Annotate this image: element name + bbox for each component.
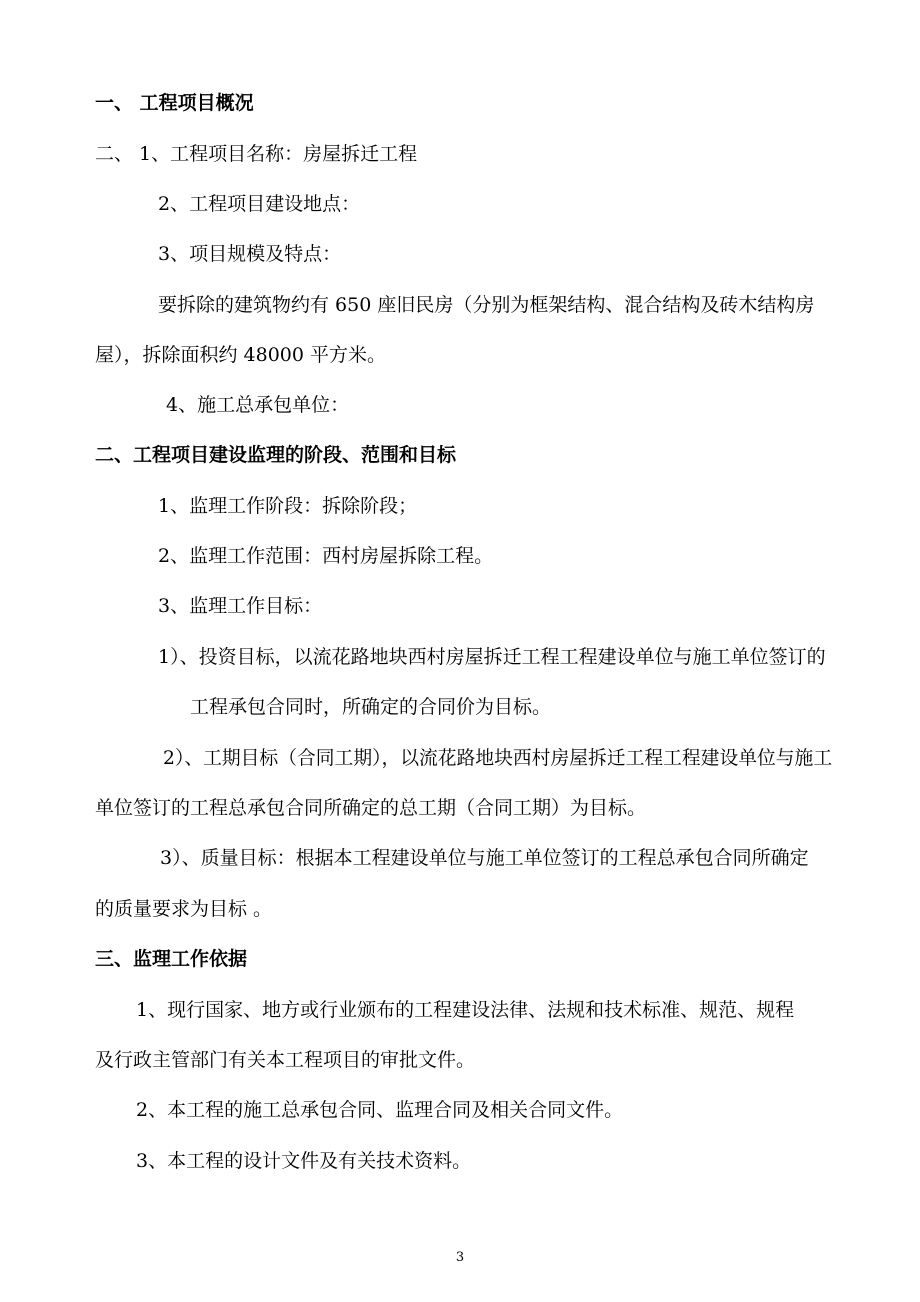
investment-goal-line-1: 1）、投资目标，以流花路地块西村房屋拆迁工程工程建设单位与施工单位签订的 [158,646,826,668]
section-heading-1: 一、 工程项目概况 [95,92,254,114]
quality-goal-line-1: 3）、质量目标：根据本工程建设单位与施工单位签订的工程总承包合同所确定 [160,847,809,869]
basis-item-1-line-2: 及行政主管部门有关本工程项目的审批文件。 [95,1049,476,1071]
section-heading-2: 二、工程项目建设监理的阶段、范围和目标 [95,444,457,466]
project-scale-line: 3、项目规模及特点： [158,243,342,265]
basis-item-1-line-1: 1、现行国家、地方或行业颁布的工程建设法律、法规和技术标准、规范、规程 [136,999,795,1021]
investment-goal-line-2: 工程承包合同时，所确定的合同价为目标。 [190,696,552,718]
supervision-scope-line: 2、监理工作范围：西村房屋拆除工程。 [158,545,494,567]
basis-item-2-line: 2、本工程的施工总承包合同、监理合同及相关合同文件。 [136,1099,624,1121]
schedule-goal-line-1: 2）、工期目标（合同工期），以流花路地块西村房屋拆迁工程工程建设单位与施工 [163,747,833,769]
schedule-goal-line-2: 单位签订的工程总承包合同所确定的总工期（合同工期）为目标。 [95,797,647,819]
contractor-line: 4、施工总承包单位： [166,394,350,416]
section-heading-3: 三、监理工作依据 [95,948,248,970]
scale-description-line-2: 屋），拆除面积约 48000 平方米。 [95,344,387,366]
quality-goal-line-2: 的质量要求为目标 。 [95,898,273,920]
basis-item-3-line: 3、本工程的设计文件及有关技术资料。 [136,1150,472,1172]
page-number: 3 [455,1250,465,1265]
supervision-stage-line: 1、监理工作阶段：拆除阶段； [158,495,418,517]
scale-description-line-1: 要拆除的建筑物约有 650 座旧民房（分别为框架结构、混合结构及砖木结构房 [158,294,815,316]
project-location-line: 2、工程项目建设地点： [158,193,361,215]
supervision-goal-line: 3、监理工作目标： [158,595,323,617]
project-name-line: 二、 1、工程项目名称：房屋拆迁工程 [95,143,418,165]
